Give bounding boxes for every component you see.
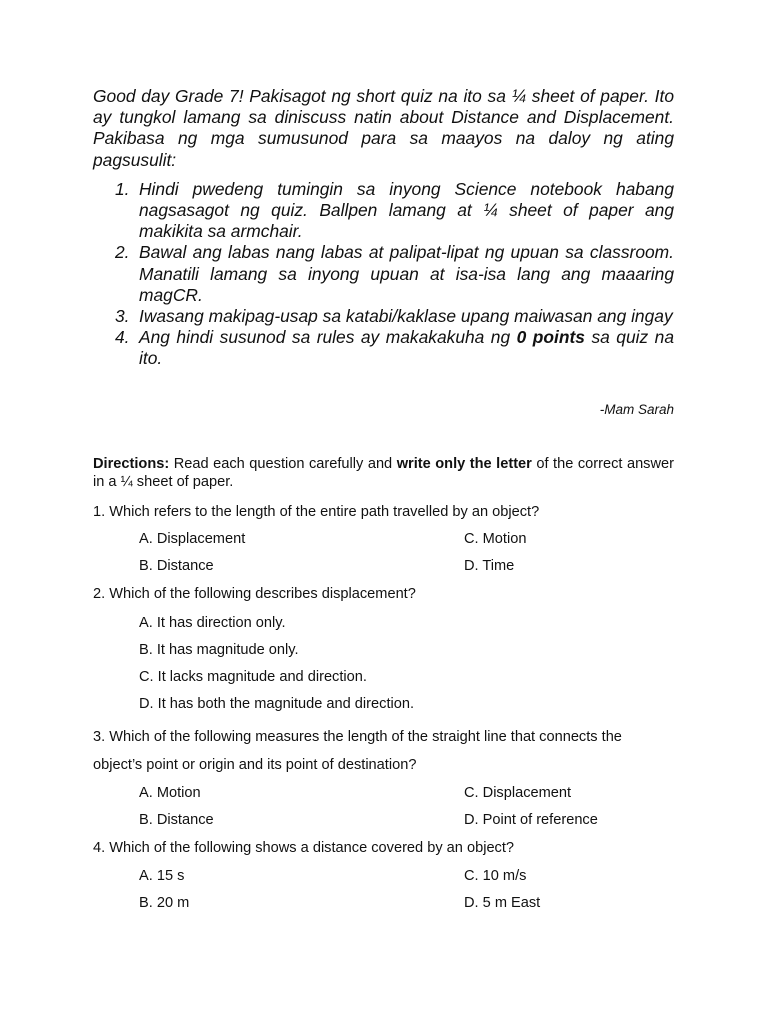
option: C. 10 m/s [464,868,527,884]
rule-number: 3. [115,306,130,327]
rule-item [93,306,674,327]
option: B. It has magnitude only. [139,642,299,658]
intro-paragraph: Good day Grade 7! Pakisagot ng short quiz na ito sa ¼ sheet of paper. Ito ay tungkol lamang sa diniscuss natin about Distance and Displacement. Pakibasa ng mga sumusunod para sa maayos na daloy ng ating pagsusulit: [93,86,674,170]
option-row [93,530,674,548]
option: D. It has both the magnitude and direction. [139,696,415,712]
question-1: 1. Which refers to the length of the entire path travelled by an object? [93,504,540,520]
rule-text: Iwasang makipag-usap sa katabi/kaklase upang maiwasan ang ingay [139,306,673,327]
directions-text: of the correct answer in a ¼ sheet of paper. [93,456,674,490]
intro-section [93,86,674,370]
rule-number: 2. [115,242,130,263]
question-4: 4. Which of the following shows a distance covered by an object? [93,840,515,856]
rule-number: 1. [115,178,130,199]
option: B. Distance [139,812,214,828]
option: A. 15 s [139,868,185,884]
rule-text: Hindi pwedeng tumingin sa inyong Science notebook habang nagsasagot ng quiz. Ballpen lamang at ¼ sheet of paper ang makikita sa armchair. [139,178,674,242]
rule-item [93,242,674,306]
option-row [93,894,674,912]
directions-emphasis: write only the letter [396,456,532,472]
option: D. 5 m East [464,895,541,911]
option: D. Point of reference [464,812,598,828]
option: B. 20 m [139,895,190,911]
directions-text: Read each question carefully and [169,456,397,472]
option: A. Displacement [139,531,246,547]
option: D. Time [464,558,515,574]
rule-text: Ang hindi susunod sa rules ay makakakuha ng [139,327,517,348]
quiz-section [93,455,674,912]
rule-item [93,179,674,243]
option: B. Distance [139,558,214,574]
option: C. Displacement [464,785,572,801]
option-row [93,811,674,829]
option-row [93,557,674,575]
rule-number: 4. [115,327,130,348]
option: A. It has direction only. [139,615,286,631]
option-row [93,867,674,885]
signature: -Mam Sarah [599,402,674,417]
directions-label: Directions: [93,456,170,472]
question-3: 3. Which of the following measures the length of the straight line that connects the object’s point or origin and its point of destination? [93,729,622,773]
option: A. Motion [139,785,201,801]
rule-text: sa quiz na ito. [139,327,675,369]
directions [93,455,674,491]
rule-bold-text: 0 points [516,327,585,348]
rule-text: Bawal ang labas nang labas at palipat-lipat ng upuan sa classroom. Manatili lamang sa inyong upuan at isa-isa lang ang maaaring magCR. [139,242,674,305]
rule-item [93,327,674,369]
question-2: 2. Which of the following describes displacement? [93,586,416,602]
option-row [93,784,674,802]
option: C. It lacks magnitude and direction. [139,669,367,685]
option: C. Motion [464,531,527,547]
rules-list [93,179,674,370]
